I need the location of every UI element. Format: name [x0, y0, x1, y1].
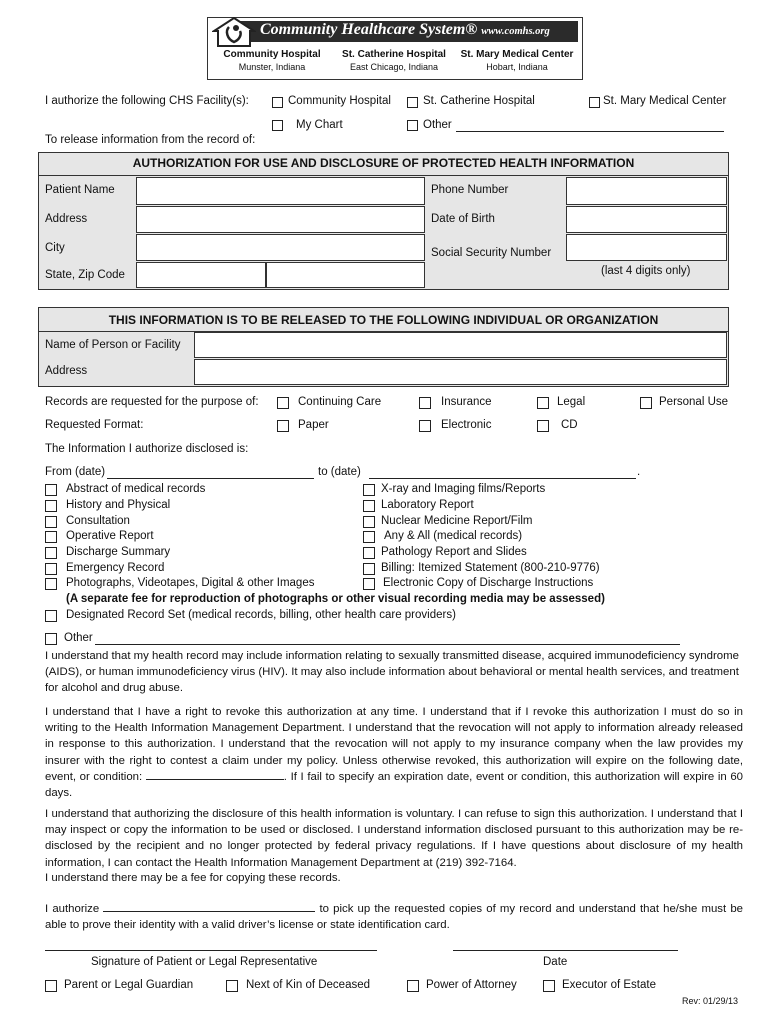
checkbox-designated-record-set[interactable]	[45, 610, 57, 622]
chs-logo-icon	[212, 17, 256, 47]
revocation-text-end: . If I fail to specify an expiration date, event or condition, this authorization will expire in 60 days.	[45, 770, 743, 800]
item-laboratory: Laboratory Report	[381, 499, 474, 511]
checkbox-operative-report[interactable]	[45, 531, 57, 543]
checkbox-executor[interactable]	[543, 980, 555, 992]
checkbox-emergency-record[interactable]	[45, 563, 57, 575]
checkbox-xray[interactable]	[363, 484, 375, 496]
item-designated-record-set: Designated Record Set (medical records, billing, other health care providers)	[66, 609, 456, 621]
item-pathology: Pathology Report and Slides	[381, 546, 527, 558]
item-photographs: Photographs, Videotapes, Digital & other Images	[66, 577, 315, 589]
role-next-of-kin: Next of Kin of Deceased	[246, 979, 371, 991]
checkbox-parent-guardian[interactable]	[45, 980, 57, 992]
checkbox-paper[interactable]	[277, 420, 289, 432]
facility-name-1: Community Hospital	[223, 49, 321, 60]
facility-city-3: Hobart, Indiana	[486, 62, 548, 72]
purpose-label: Records are requested for the purpose of:	[45, 396, 259, 408]
item-discharge-summary: Discharge Summary	[66, 546, 171, 558]
patient-name-field[interactable]	[136, 177, 425, 205]
checkbox-billing[interactable]	[363, 563, 375, 575]
checkbox-laboratory[interactable]	[363, 500, 375, 512]
paragraph-voluntary: I understand that authorizing the disclosure of this health information is voluntary. I can refuse to sign this authorization. I understand that I may inspect or copy the information to be used or disclosed. I understand information disclosed pursuant to this authorization may be re-disclosed by the recipient and no longer protected by federal privacy regulations. If I have questions about disclosure of my health information, I can contact the Health Information Management Department at (219) 392-7164.	[45, 808, 743, 869]
option-my-chart: My Chart	[296, 119, 343, 131]
purpose-personal-use: Personal Use	[659, 396, 729, 408]
zip-field[interactable]	[266, 262, 425, 288]
state-zip-label: State, Zip Code	[45, 269, 125, 281]
checkbox-history-physical[interactable]	[45, 500, 57, 512]
registered-mark: ®	[465, 21, 478, 38]
disclosed-label: The Information I authorize disclosed is:	[45, 443, 249, 455]
option-other-facility: Other	[423, 119, 452, 131]
header-url: www.comhs.org	[481, 26, 550, 37]
facility-city-2: East Chicago, Indiana	[349, 62, 439, 72]
pickup-label: I authorize	[45, 903, 100, 915]
checkbox-community-hospital[interactable]	[272, 97, 283, 108]
option-st-mary: St. Mary Medical Center	[603, 95, 727, 107]
from-date-line[interactable]	[107, 478, 314, 479]
fee-note: (A separate fee for reproduction of photographs or other visual recording media may be assessed)	[66, 593, 605, 605]
other-facility-line[interactable]	[456, 131, 724, 132]
item-other-info: Other	[64, 632, 93, 644]
dob-field[interactable]	[566, 206, 727, 233]
checkbox-cd[interactable]	[537, 420, 549, 432]
checkbox-personal-use[interactable]	[640, 397, 652, 409]
revision-date: Rev: 01/29/13	[682, 996, 739, 1006]
recipient-section-title: THIS INFORMATION IS TO BE RELEASED TO THE FOLLOWING INDIVIDUAL OR ORGANIZATION	[108, 313, 659, 327]
item-billing: Billing: Itemized Statement (800-210-9776)	[381, 562, 600, 574]
checkbox-photographs[interactable]	[45, 578, 57, 590]
other-info-line[interactable]	[95, 644, 680, 645]
pickup-person-line[interactable]	[103, 901, 315, 912]
to-date-label: to (date)	[318, 466, 361, 478]
checkbox-continuing-care[interactable]	[277, 397, 289, 409]
role-executor: Executor of Estate	[562, 979, 656, 991]
item-consultation: Consultation	[66, 515, 130, 527]
paragraph-sensitive-info: I understand that my health record may include information relating to sexually transmitted disease, acquired immunodeficiency syndrome (AIDS), or human immunodeficiency virus (HIV). It may also include information about behavioral or mental health services, and treatment for alcohol and drug abuse.	[45, 650, 739, 695]
recipient-address-label: Address	[45, 365, 88, 377]
checkbox-my-chart[interactable]	[272, 120, 283, 131]
checkbox-discharge-summary[interactable]	[45, 547, 57, 559]
option-community-hospital: Community Hospital	[288, 95, 391, 107]
phone-label: Phone Number	[431, 184, 509, 196]
expiration-line[interactable]	[146, 769, 284, 780]
checkbox-power-of-attorney[interactable]	[407, 980, 419, 992]
revocation-text: I understand that I have a right to revoke this authorization at any time. I understand that if I revoke this authorization I must do so in writing to the Health Information Management Department. I understand that the revocation will not apply to information already released in response to this authorization. I understand that the revocation will not apply to my insurance company when the law provides my insurer with the right to contest a claim under my policy. Unless otherwise revoked, this authorization will expire on the following date, event, or condition:	[45, 706, 743, 783]
checkbox-other-facility[interactable]	[407, 120, 418, 131]
checkbox-abstract[interactable]	[45, 484, 57, 496]
state-field[interactable]	[136, 262, 266, 288]
item-any-all: Any & All (medical records)	[384, 530, 523, 542]
item-history-physical: History and Physical	[66, 499, 171, 511]
checkbox-electronic[interactable]	[419, 420, 431, 432]
checkbox-nuclear-medicine[interactable]	[363, 516, 375, 528]
checkbox-st-catherine[interactable]	[407, 97, 418, 108]
checkbox-insurance[interactable]	[419, 397, 431, 409]
city-label: City	[45, 242, 65, 254]
item-emergency-record: Emergency Record	[66, 562, 165, 574]
format-label: Requested Format:	[45, 419, 144, 431]
item-xray: X-ray and Imaging films/Reports	[381, 483, 546, 495]
date-label: Date	[543, 956, 568, 968]
facility-city-1: Munster, Indiana	[238, 62, 306, 72]
checkbox-next-of-kin[interactable]	[226, 980, 238, 992]
item-discharge-instructions: Electronic Copy of Discharge Instructions	[383, 577, 594, 589]
address-field[interactable]	[136, 206, 425, 233]
address-label: Address	[45, 213, 88, 225]
release-label: To release information from the record of:	[45, 134, 256, 146]
purpose-insurance: Insurance	[441, 396, 492, 408]
paragraph-fee: I understand there may be a fee for copying these records.	[45, 872, 341, 884]
authorize-label: I authorize the following CHS Facility(s):	[45, 95, 249, 107]
checkbox-legal[interactable]	[537, 397, 549, 409]
header-logo	[207, 17, 583, 80]
format-cd: CD	[561, 419, 578, 431]
item-nuclear-medicine: Nuclear Medicine Report/Film	[381, 515, 533, 527]
checkbox-st-mary[interactable]	[589, 97, 600, 108]
checkbox-pathology[interactable]	[363, 547, 375, 559]
signature-label: Signature of Patient or Legal Representative	[91, 956, 318, 968]
role-parent-guardian: Parent or Legal Guardian	[64, 979, 194, 991]
recipient-name-label: Name of Person or Facility	[45, 339, 181, 351]
date-line[interactable]	[453, 950, 678, 951]
pickup-text: to pick up the requested copies of my record and understand that he/she must be able to prove their identity with a valid driver’s license or state identification card.	[45, 903, 743, 932]
signature-line[interactable]	[45, 950, 377, 951]
patient-section-title: AUTHORIZATION FOR USE AND DISCLOSURE OF PROTECTED HEALTH INFORMATION	[132, 156, 635, 170]
paragraph-pickup	[45, 901, 743, 933]
checkbox-any-all[interactable]	[363, 531, 375, 543]
from-date-label: From (date)	[45, 466, 106, 478]
ssn-note: (last 4 digits only)	[601, 265, 691, 277]
facility-name-3: St. Mary Medical Center	[460, 49, 574, 60]
facility-name-2: St. Catherine Hospital	[342, 49, 446, 60]
to-date-period: .	[637, 466, 641, 478]
recipient-name-field[interactable]	[194, 332, 727, 358]
purpose-legal: Legal	[557, 396, 586, 408]
ssn-field[interactable]	[566, 234, 727, 261]
checkbox-discharge-instructions[interactable]	[363, 578, 375, 590]
patient-name-label: Patient Name	[45, 184, 115, 196]
checkbox-other-info[interactable]	[45, 633, 57, 645]
item-abstract: Abstract of medical records	[66, 483, 206, 495]
dob-label: Date of Birth	[431, 213, 495, 225]
recipient-address-field[interactable]	[194, 359, 727, 385]
purpose-continuing-care: Continuing Care	[298, 396, 382, 408]
option-st-catherine: St. Catherine Hospital	[423, 95, 535, 107]
format-paper: Paper	[298, 419, 329, 431]
ssn-label: Social Security Number	[431, 247, 552, 259]
checkbox-consultation[interactable]	[45, 516, 57, 528]
role-power-of-attorney: Power of Attorney	[426, 979, 517, 991]
to-date-line[interactable]	[369, 478, 636, 479]
format-electronic: Electronic	[441, 419, 492, 431]
header-title: Community Healthcare System	[260, 21, 466, 38]
paragraph-revocation	[45, 704, 743, 801]
item-operative-report: Operative Report	[66, 530, 154, 542]
city-field[interactable]	[136, 234, 425, 261]
phone-field[interactable]	[566, 177, 727, 205]
